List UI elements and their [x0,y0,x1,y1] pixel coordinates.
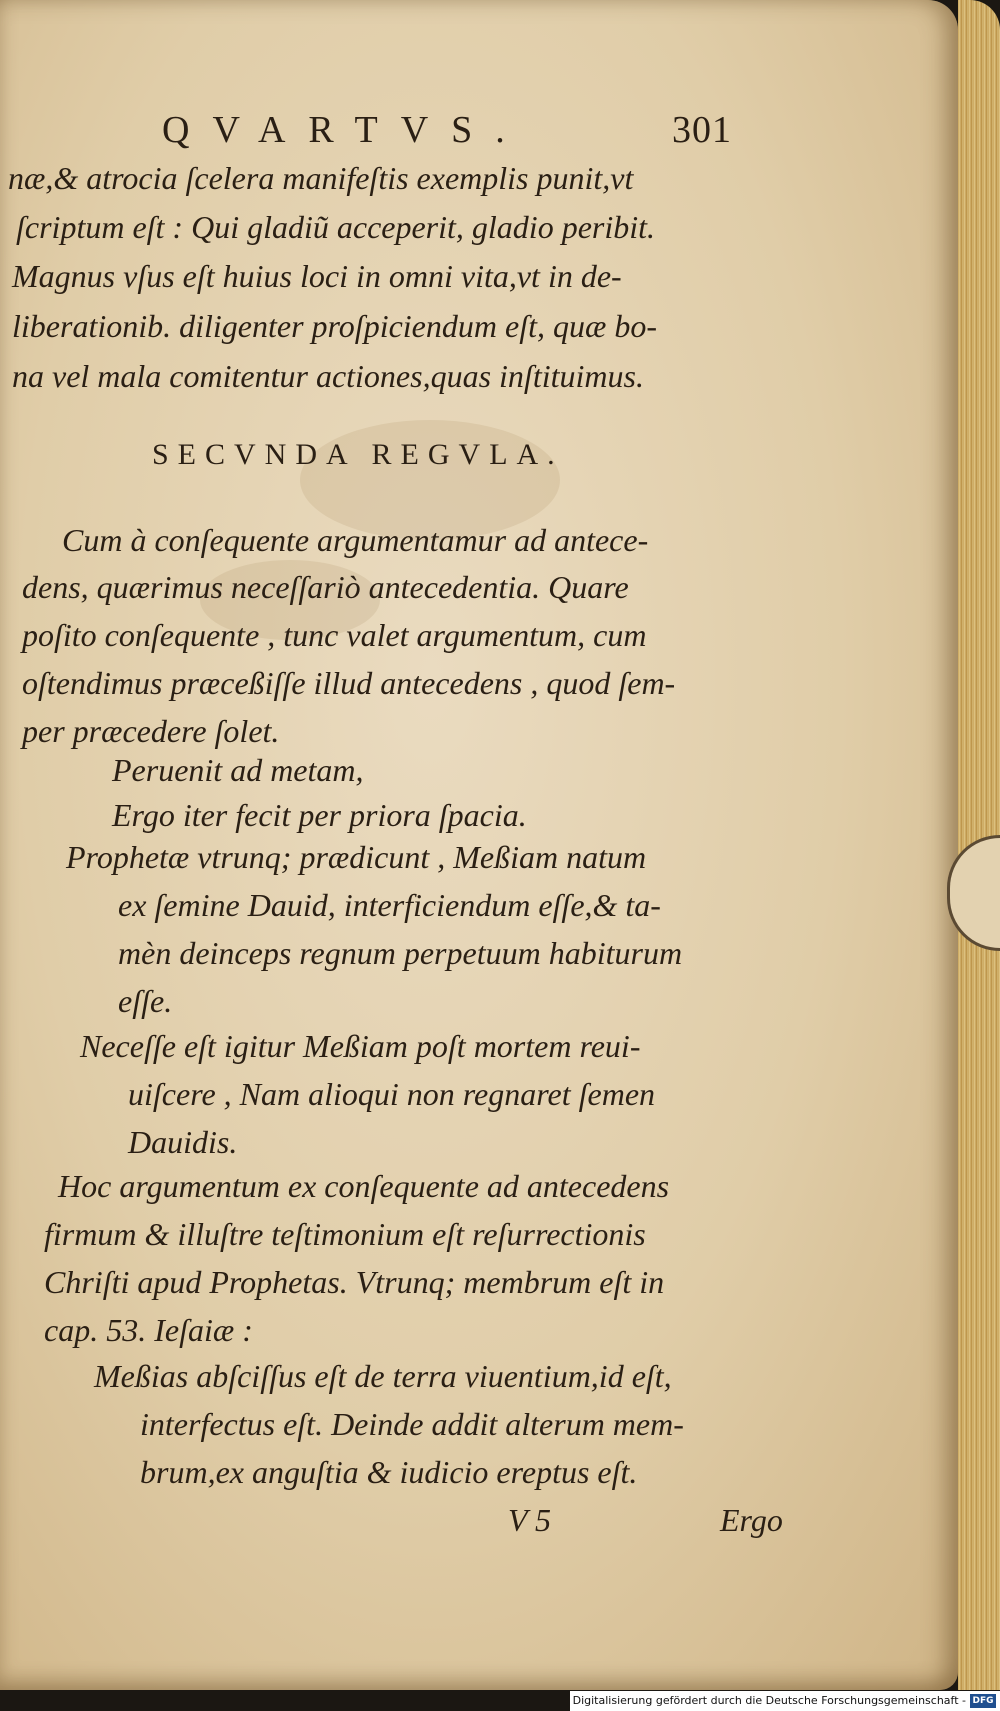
text-line: Chriſti apud Prophetas. Vtrunq; membrum eſt in [44,1264,665,1300]
text-line: interfectus eſt. Deinde addit alterum mem- [140,1406,684,1442]
text-line: Dauidis. [128,1124,238,1160]
text-line: Prophetæ vtrunq; prædicunt , Meßiam natum [66,839,647,875]
text-line: dens, quærimus neceſſariò antecedentia. Quare [22,569,629,605]
digitization-banner: Digitalisierung gefördert durch die Deutsche Forschungsgemeinschaft - [570,1691,1000,1711]
text-line: per præcedere ſolet. [22,713,280,749]
text-line: cap. 53. Ieſaiæ : [44,1312,253,1348]
text-line: poſito conſequente , tunc valet argumentum, cum [22,617,647,653]
running-title: QVARTVS. [162,109,528,151]
text-line: brum,ex anguſtia & iudicio ereptus eſt. [140,1454,638,1490]
text-line: Magnus vſus eſt huius loci in omni vita,vt in de- [12,258,622,294]
text-line: eſſe. [118,983,173,1019]
text-line: ex ſemine Dauid, interficiendum eſſe,& ta- [118,887,661,923]
text-line: Meßias abſciſſus eſt de terra viuentium,id eſt, [94,1358,672,1394]
signature-mark: V 5 [508,1502,551,1538]
text-line: firmum & illuſtre teſtimonium eſt reſurrectionis [44,1216,646,1252]
page-number: 301 [672,109,732,151]
text-line: liberationib. diligenter proſpiciendum eſt, quæ bo- [12,308,657,344]
text-line: na vel mala comitentur actiones,quas inſtituimus. [12,358,644,394]
text-line: næ,& atrocia ſcelera manifeſtis exemplis punit,vt [8,160,634,196]
text-line: mèn deinceps regnum perpetuum habiturum [118,935,683,971]
text-line: Neceſſe eſt igitur Meßiam poſt mortem reui- [80,1028,641,1064]
text-line: Peruenit ad metam, [112,752,364,788]
text-line: ſcriptum eſt : Qui gladiũ acceperit, gladio peribit. [16,209,656,245]
text-line: Hoc argumentum ex conſequente ad antecedens [58,1168,670,1204]
dfg-logo: DFG [970,1694,996,1708]
text-line: Ergo iter fecit per priora ſpacia. [112,797,527,833]
catchword: Ergo [720,1502,783,1538]
text-line: uiſcere , Nam alioqui non regnaret ſemen [128,1076,656,1112]
text-line: oſtendimus præceßiſſe illud antecedens , quod ſem- [22,665,676,701]
section-heading: SECVNDA REGVLA. [152,438,564,471]
text-line: Cum à conſequente argumentamur ad antece- [62,522,649,558]
